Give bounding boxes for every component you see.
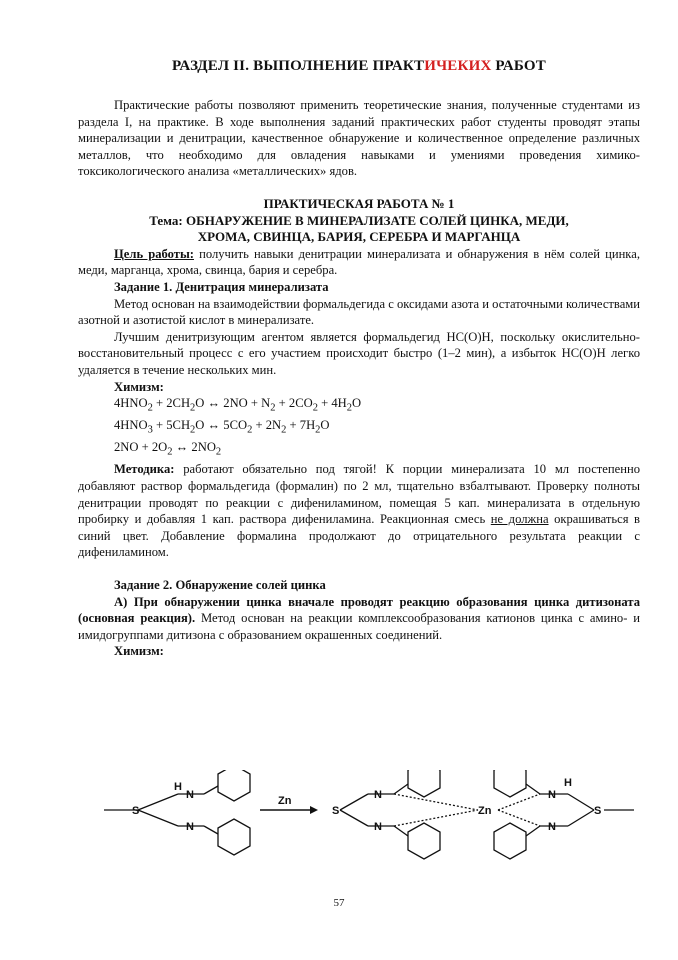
h-atom-complex-right: H [564,777,572,789]
s-atom-complex-right: S [594,805,602,817]
section-title: РАЗДЕЛ II. ВЫПОЛНЕНИЕ ПРАКТИЧЕКИХ РАБОТ [171,58,546,74]
n-atom-complex-3: N [548,789,556,801]
task2-paragraph: А) При обнаружении цинка вначале проводят реакцию образования цинка дитизоната (основная реакция). Метод основан на реакции комплексообразования катионов цинка с амино- и имидогруппами дитизона с образованием окрашенных соединений. [78,594,640,642]
dithizone-reaction-scheme [78,770,640,880]
chem-label-2: Химизм: [114,644,164,659]
zn-atom-center: Zn [478,805,492,817]
task1-title: Задание 1. Денитрация минерализата [114,279,329,294]
zn-reagent-label: Zn [278,795,292,807]
equation-3: $2NO + 2O_2$ ↔ $2NO_2$ [114,440,222,458]
s-atom-left: S [132,805,140,817]
n-atom-complex-1: N [374,789,382,801]
work-title: ПРАКТИЧЕСКАЯ РАБОТА № 1 [263,195,455,211]
task1-paragraph-2: Лучшим денитризующим агентом является формальдегид HC(O)H, поскольку окислительно-восстановительный процесс с его участием происходит быстро (1–2 мин), а избыток HC(O)H легко удаляется в течение нескольких мин. [78,329,640,377]
s-atom-complex-left: S [332,805,340,817]
chem-label: Химизм: [114,379,164,394]
n-atom-left-1: N [186,789,194,801]
topic-line-2: ХРОМА, СВИНЦА, БАРИЯ, СЕРЕБРА И МАРГАНЦА [197,229,521,245]
h-atom-left: H [174,781,182,793]
task2-title: Задание 2. Обнаружение солей цинка [114,577,326,592]
method-paragraph: Методика: работают обязательно под тягой! К порции минерализата 10 мл постепенно добавляют раствор формальдегида (формалин) по 2 мл, тщательно взбалтывают. Проверку полноты денитрации проводят по реакции с дифениламином, помещая 5 кап. минерализата в отдельную пробирку и добавляя 1 кап. раствора дифениламина. Реакционная смесь не должна окрашиваться в синий цвет. Добавление формалина продолжают до отрицательного результата реакции с дифениламином. [78,462,640,560]
n-atom-complex-4: N [548,821,556,833]
topic-line-1: Тема: ОБНАРУЖЕНИЕ В МИНЕРАЛИЗАТЕ СОЛЕЙ ЦИНКА, МЕДИ, [149,212,569,228]
page-number: 57 [333,897,345,909]
task1-paragraph-1: Метод основан на взаимодействии формальдегида с оксидами азота и остаточными количествами азотной и азотистой кислот в минерализате. [78,296,640,328]
page-content [78,58,640,660]
n-atom-left-2: N [186,821,194,833]
equation-2: $4HNO_3 + 5CH_2O$ ↔ $5CO_2 + 2N_2 + 7H_2O$ [114,418,330,436]
n-atom-complex-2: N [374,821,382,833]
complex-left-half [340,770,478,859]
goal-paragraph: Цель работы: получить навыки денитрации минерализата и обнаружения в нём солей цинка, меди, марганца, хрома, свинца, бария и серебра. [78,246,640,278]
intro-paragraph: Практические работы позволяют применить теоретические знания, полученные студентами из раздела I, на практике. В ходе выполнения заданий практических работ студенты проводят этапы минерализации и денитрации, качественное обнаружение и количественное определение различных металлов, что необходимо для овладения навыками и умениями проведения химико-токсикологического анализа «металлических» ядов. [78,98,640,179]
equation-1: $4HNO_2 + 2CH_2O$ ↔ $2NO + N_2 + 2CO_2 + 4H_2O$ [114,396,362,414]
